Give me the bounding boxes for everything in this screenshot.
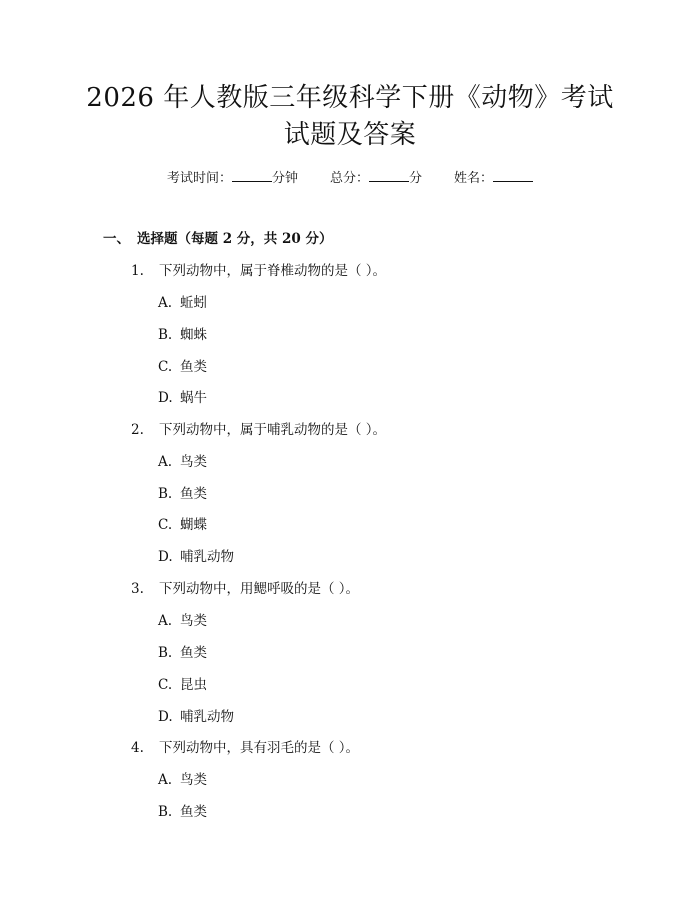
total-score-field <box>330 169 422 188</box>
exam-time-label: 考试时间： <box>166 171 232 186</box>
section-heading <box>103 230 332 248</box>
question-4 <box>131 739 359 757</box>
question-number: 1. <box>131 263 144 279</box>
option-letter: A. <box>158 295 173 311</box>
option-letter: B. <box>158 645 173 661</box>
question-2-option-d <box>158 548 234 566</box>
total-score-blank <box>369 169 409 182</box>
question-text: 下列动物中，用鳃呼吸的是（ ）。 <box>159 581 360 597</box>
option-letter: A. <box>158 454 173 470</box>
total-score-unit: 分 <box>409 171 423 186</box>
option-text: 鱼类 <box>180 645 207 661</box>
option-text: 鸟类 <box>180 454 207 470</box>
total-score-label: 总分： <box>329 171 369 186</box>
question-1-option-c <box>158 358 207 376</box>
question-3-option-c <box>158 676 207 694</box>
question-3-option-a <box>158 612 207 630</box>
question-1-option-b <box>158 326 207 344</box>
option-letter: A. <box>158 772 173 788</box>
question-4-option-b <box>158 803 207 821</box>
question-number: 4. <box>131 740 144 756</box>
question-3-option-b <box>158 644 207 662</box>
option-text: 昆虫 <box>180 677 207 693</box>
document-title-line-1: 2026 年人教版三年级科学下册《动物》考试 <box>86 83 614 113</box>
student-name-label: 姓名： <box>454 171 494 186</box>
question-2-option-c <box>158 516 207 534</box>
section-title: 选择题（每题 2 分，共 20 分） <box>137 231 333 247</box>
option-letter: A. <box>158 613 173 629</box>
option-letter: D. <box>158 549 173 565</box>
question-4-option-a <box>158 771 207 789</box>
option-letter: C. <box>158 677 173 693</box>
question-3-option-d <box>158 708 234 726</box>
question-1 <box>131 262 386 280</box>
option-text: 哺乳动物 <box>180 709 234 725</box>
question-2-option-a <box>158 453 207 471</box>
option-letter: B. <box>158 327 173 343</box>
question-text: 下列动物中，属于脊椎动物的是（ ）。 <box>159 263 387 279</box>
question-text: 下列动物中，具有羽毛的是（ ）。 <box>159 740 360 756</box>
option-letter: D. <box>158 390 173 406</box>
option-text: 哺乳动物 <box>180 549 234 565</box>
student-name-blank <box>493 169 533 182</box>
option-text: 蜗牛 <box>180 390 207 406</box>
option-letter: B. <box>158 486 173 502</box>
exam-meta-row <box>0 169 700 188</box>
student-name-field <box>454 169 533 188</box>
section-number: 一、 <box>103 231 130 247</box>
option-text: 鸟类 <box>180 613 207 629</box>
question-number: 3. <box>131 581 144 597</box>
option-text: 鱼类 <box>180 486 207 502</box>
option-letter: B. <box>158 804 173 820</box>
option-text: 鸟类 <box>180 772 207 788</box>
option-letter: C. <box>158 517 173 533</box>
question-3 <box>131 580 359 598</box>
exam-time-blank <box>232 169 272 182</box>
option-text: 蜘蛛 <box>180 327 207 343</box>
option-letter: D. <box>158 709 173 725</box>
question-text: 下列动物中，属于哺乳动物的是（ ）。 <box>159 422 387 438</box>
document-title-line-2: 试题及答案 <box>283 120 417 150</box>
option-text: 蚯蚓 <box>180 295 207 311</box>
question-1-option-d <box>158 389 207 407</box>
exam-time-unit: 分钟 <box>271 171 298 186</box>
exam-time-field <box>167 169 298 188</box>
question-2 <box>131 421 386 439</box>
question-1-option-a <box>158 294 207 312</box>
option-text: 鱼类 <box>180 804 207 820</box>
question-2-option-b <box>158 485 207 503</box>
question-number: 2. <box>131 422 144 438</box>
option-letter: C. <box>158 359 173 375</box>
option-text: 蝴蝶 <box>180 517 207 533</box>
option-text: 鱼类 <box>180 359 207 375</box>
